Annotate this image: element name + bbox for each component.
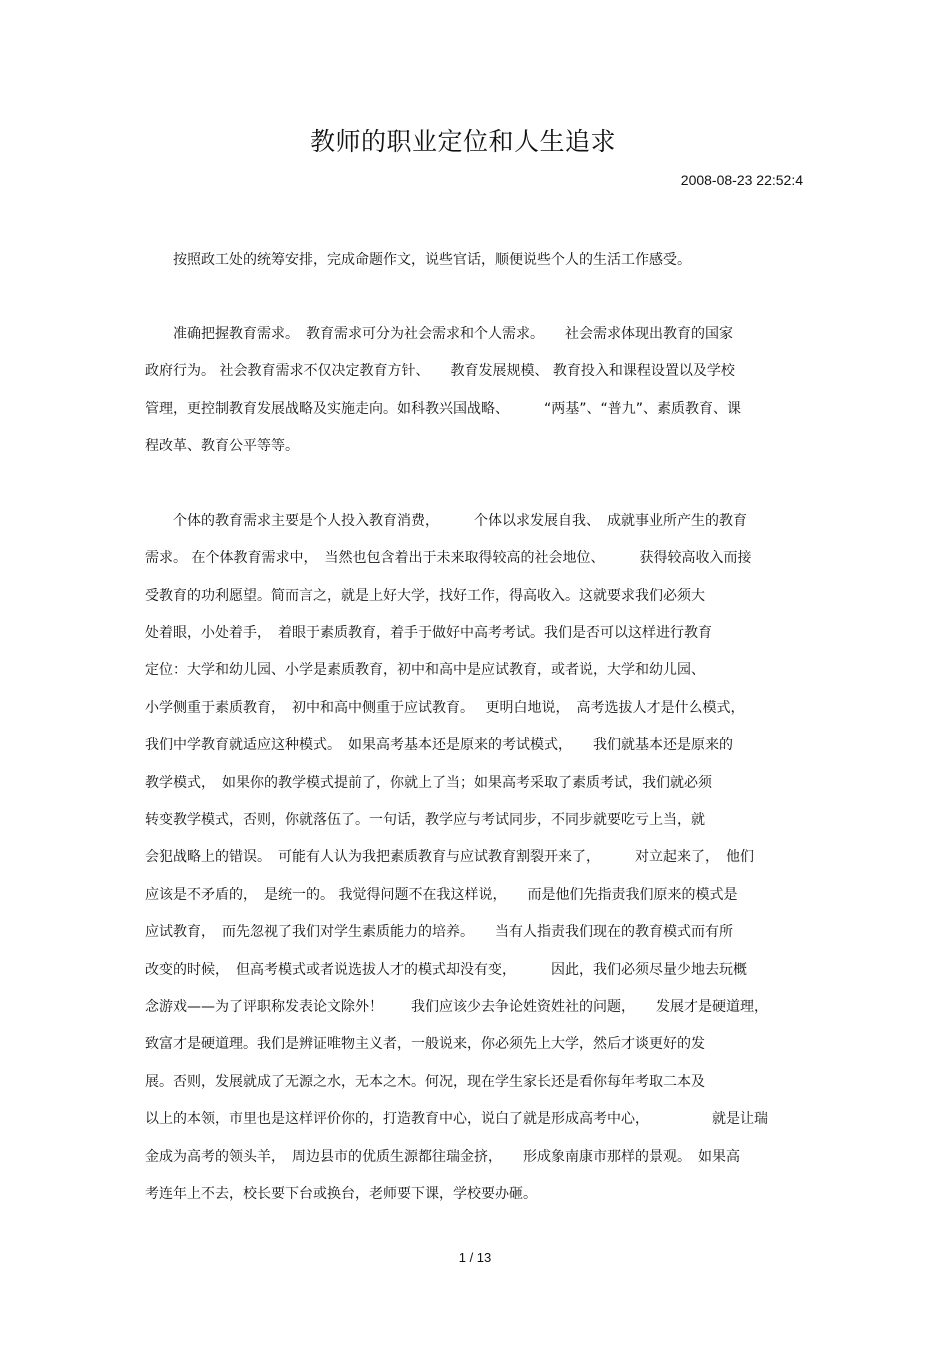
paragraph-line: 按照政工处的统筹安排，完成命题作文，说些官话，顺便说些个人的生活工作感受。 <box>145 252 691 268</box>
paragraph-line: 程改革、教育公平等等。 <box>145 438 299 454</box>
paragraph-line: 会犯战略上的错误。 可能有人认为我把素质教育与应试教育割裂开来了， 对立起来了， 他们 <box>145 849 754 865</box>
paragraph-line: 改变的时候， 但高考模式或者说选拔人才的模式却没有变， 因此，我们必须尽量少地去玩概 <box>145 962 747 978</box>
document-title: 教师的职业定位和人生追求 <box>309 127 616 156</box>
page-number: 1 / 13 <box>458 1250 492 1265</box>
paragraph-line: 管理，更控制教育发展战略及实施走向。如科教兴国战略、 “两基”、“普九”、素质教育、课 <box>145 401 742 417</box>
paragraph-line: 需求。 在个体教育需求中， 当然也包含着出于未来取得较高的社会地位、 获得较高收入而接 <box>145 550 752 566</box>
paragraph-line: 准确把握教育需求。 教育需求可分为社会需求和个人需求。 社会需求体现出教育的国家 <box>145 326 733 342</box>
paragraph-line: 政府行为。 社会教育需求不仅决定教育方针、 教育发展规模、 教育投入和课程设置以及学校 <box>145 363 735 379</box>
paragraph-line: 考连年上不去，校长要下台或换台，老师要下课，学校要办砸。 <box>145 1186 537 1202</box>
paragraph-line: 教学模式， 如果你的教学模式提前了，你就上了当；如果高考采取了素质考试，我们就必须 <box>145 775 712 791</box>
paragraph-line: 转变教学模式，否则，你就落伍了。一句话，教学应与考试同步，不同步就要吃亏上当，就 <box>145 812 705 828</box>
paragraph-line: 应试教育， 而先忽视了我们对学生素质能力的培养。 当有人指责我们现在的教育模式而有所 <box>145 924 733 940</box>
paragraph-line: 以上的本领，市里也是这样评价你的，打造教育中心，说白了就是形成高考中心， 就是让瑞 <box>145 1111 768 1127</box>
document-date: 2008-08-23 22:52:4 <box>680 172 803 188</box>
paragraph-line: 定位：大学和幼儿园、小学是素质教育，初中和高中是应试教育，或者说，大学和幼儿园、 <box>145 662 705 678</box>
paragraph-line: 念游戏——为了评职称发表论文除外！ 我们应该少去争论姓资姓社的问题， 发展才是硬道理， <box>145 999 768 1015</box>
paragraph-line: 致富才是硬道理。我们是辨证唯物主义者，一般说来，你必须先上大学，然后才谈更好的发 <box>145 1036 705 1052</box>
paragraph-line: 受教育的功利愿望。简而言之，就是上好大学，找好工作，得高收入。这就要求我们必须大 <box>145 588 705 604</box>
paragraph-line: 应该是不矛盾的， 是统一的。 我觉得问题不在我这样说， 而是他们先指责我们原来的模式是 <box>145 887 738 903</box>
paragraph-line: 个体的教育需求主要是个人投入教育消费， 个体以求发展自我、 成就事业所产生的教育 <box>145 513 747 529</box>
paragraph-line: 处着眼，小处着手， 着眼于素质教育，着手于做好中高考考试。我们是否可以这样进行教育 <box>145 625 712 641</box>
paragraph-line: 金成为高考的领头羊， 周边县市的优质生源都往瑞金挤， 形成象南康市那样的景观。 如果高 <box>145 1149 740 1165</box>
paragraph-line: 展。否则，发展就成了无源之水，无本之木。何况，现在学生家长还是看你每年考取二本及 <box>145 1074 705 1090</box>
paragraph-line: 小学侧重于素质教育， 初中和高中侧重于应试教育。 更明白地说， 高考选拔人才是什么模式， <box>145 700 745 716</box>
paragraph-line: 我们中学教育就适应这种模式。 如果高考基本还是原来的考试模式， 我们就基本还是原来的 <box>145 737 733 753</box>
